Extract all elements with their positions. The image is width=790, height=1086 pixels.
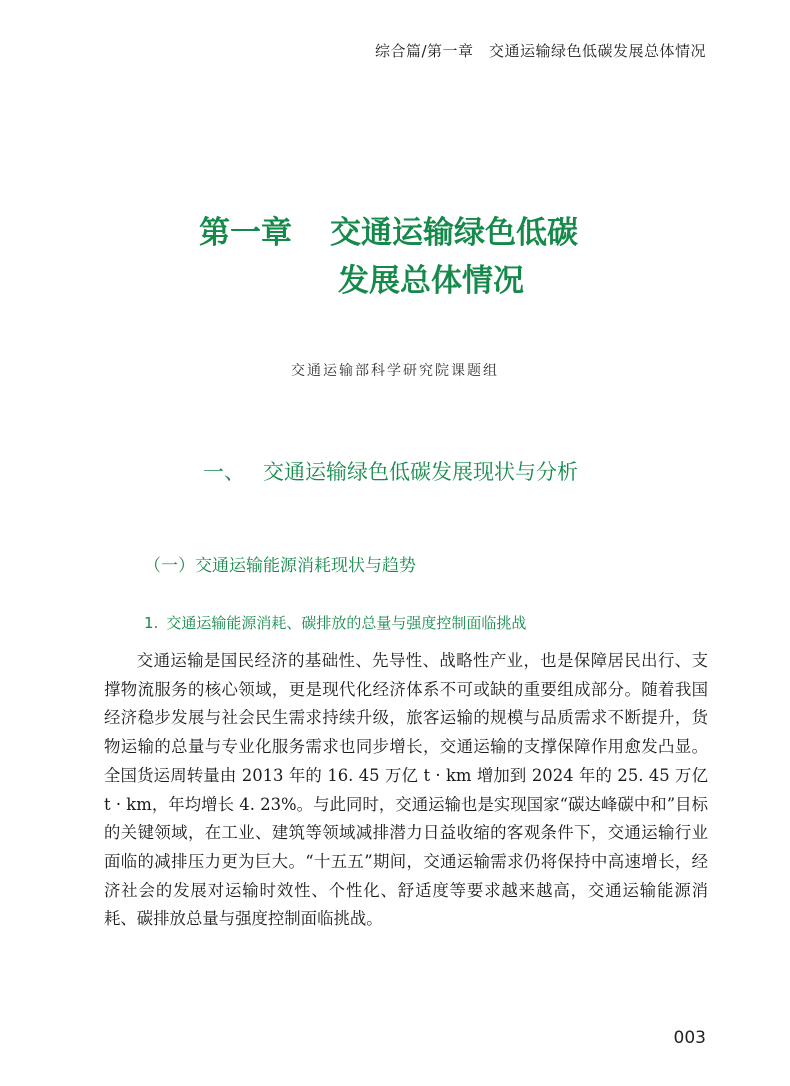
chapter-title-line1	[199, 208, 578, 258]
chapter-title-line2: 发展总体情况	[338, 263, 524, 299]
page-number: 003	[673, 1028, 706, 1048]
author-line: 交通运输部科学研究院课题组	[291, 363, 499, 379]
item-title: 交通运输能源消耗、碳排放的总量与强度控制面临挑战	[166, 614, 527, 632]
section-heading	[203, 456, 578, 486]
chapter-title-text-line1: 交通运输绿色低碳	[330, 215, 578, 251]
section-title: 交通运输绿色低碳发展现状与分析	[263, 460, 578, 484]
body-paragraph: 交通运输是国民经济的基础性、先导性、战略性产业，也是保障居民出行、支撑物流服务的核心领域，更是现代化经济体系不可或缺的重要组成部分。随着我国经济稳步发展与社会民生需求持续升级，旅客运输的规模与品质需求不断提升，货物运输的总量与专业化服务需求也同步增长，交通运输的支撑保障作用愈发凸显。全国货运周转量由 2013 年的 16. 45 万亿 t · km 增加到 2024 年的 25. 45 万亿 t · km，年均增长 4. 23%。与此同时，交通运输也是实现国家“碳达峰碳中和”目标的关键领域，在工业、建筑等领域减排潜力日益收缩的客观条件下，交通运输行业面临的减排压力更为巨大。“十五五”期间，交通运输需求仍将保持中高速增长，经济社会的发展对运输时效性、个性化、舒适度等要求越来越高，交通运输能源消耗、碳排放总量与强度控制面临挑战。	[104, 651, 708, 929]
running-header: 综合篇/第一章 交通运输绿色低碳发展总体情况	[374, 42, 706, 60]
item-number: 1.	[144, 614, 159, 632]
section-number: 一、	[203, 460, 245, 484]
item-heading	[144, 612, 526, 633]
chapter-number: 第一章	[199, 215, 292, 251]
subsection-heading: （一）交通运输能源消耗现状与趋势	[144, 556, 416, 576]
